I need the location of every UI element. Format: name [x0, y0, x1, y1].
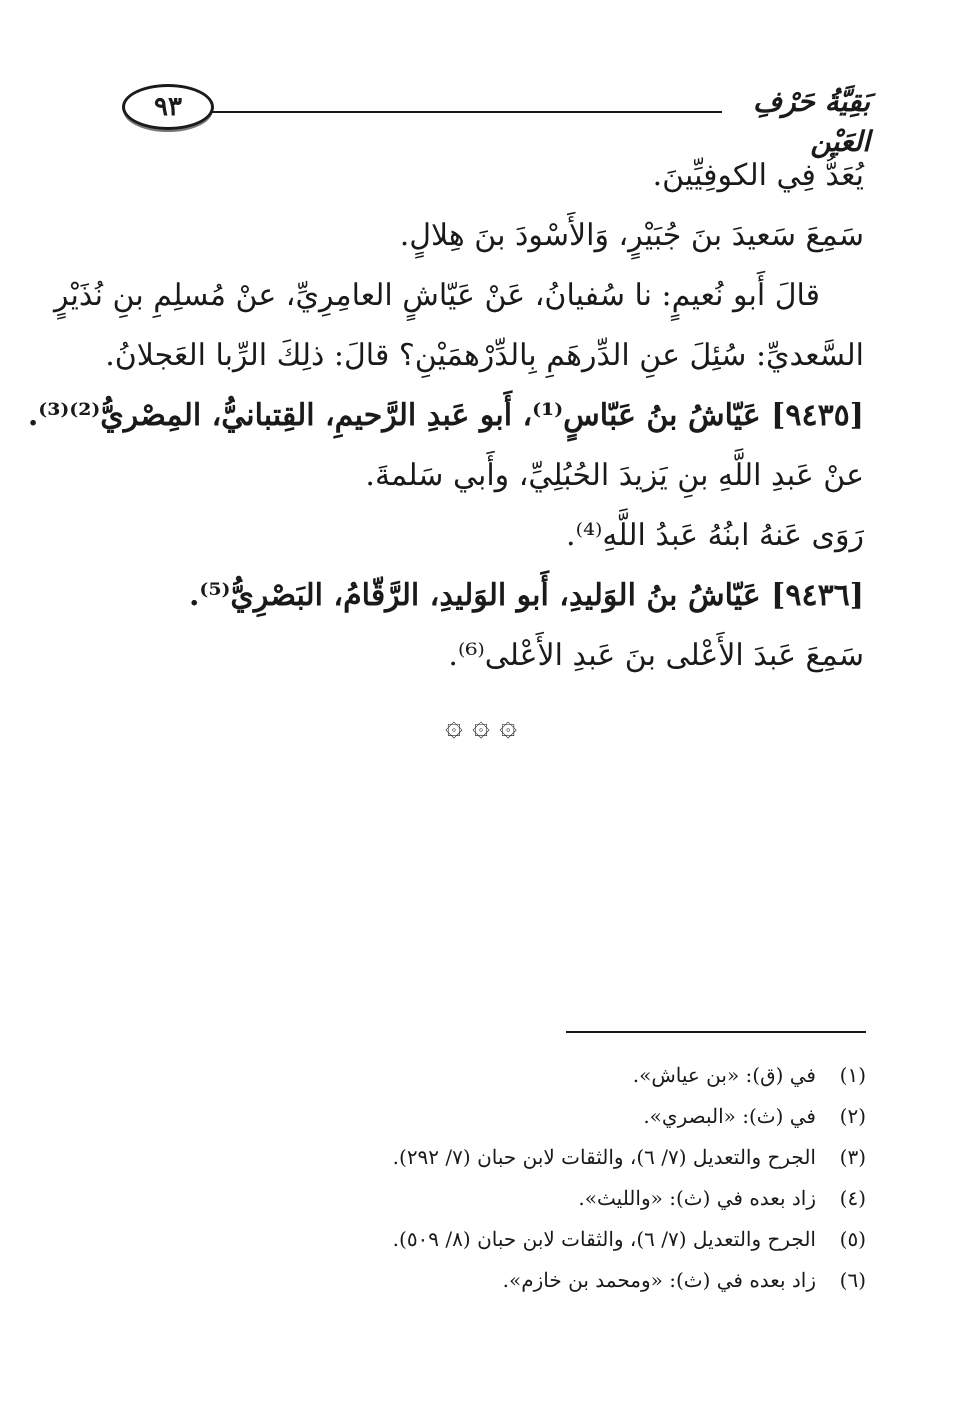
footnotes [166, 1055, 866, 1301]
header-rule [210, 111, 722, 113]
footnote [166, 1137, 866, 1178]
main-text [27, 146, 864, 686]
footnote-text: زاد بعده في (ث): «ومحمد بن خازم». [502, 1268, 816, 1292]
text-line: سَمِعَ سَعيدَ بنَ جُبَيْرٍ، وَالأَسْودَ بنَ هِلالٍ. [399, 218, 864, 253]
page-number: ٩٣ [122, 84, 214, 130]
footnote-text: الجرح والتعديل (٧/ ٦)، والثقات لابن حبان (٨/ ٥٠٩). [392, 1227, 816, 1251]
footnote [166, 1055, 866, 1096]
footnote-text: في (ق): «بن عياش». [632, 1063, 816, 1087]
text-line: عنْ عَبدِ اللَّهِ بنِ يَزيدَ الحُبُلِيِّ، وأَبي سَلمةَ. [365, 458, 864, 493]
text-line: يُعَدُّ فِي الكوفِيِّينَ. [652, 158, 864, 193]
footnote-number: (٥) [839, 1227, 866, 1251]
text-line: سَمِعَ عَبدَ الأَعْلى بنَ عَبدِ الأَعْلى⁽⁶⁾. [448, 638, 864, 673]
footnote-number: (١) [839, 1063, 866, 1087]
footnote-number: (٣) [839, 1145, 866, 1169]
entry-heading: [٩٤٣٥] عَيّاشُ بنُ عَبّاسٍ⁽¹⁾، أَبو عَبدِ الرَّحيمِ، القِتبانيُّ، المِصْريُّ⁽²⁾⁽³⁾. [27, 398, 864, 433]
ornament-separator: ۞ ۞ ۞ [445, 708, 517, 743]
entry-heading: [٩٤٣٦] عَيّاشُ بنُ الوَليدِ، أَبو الوَليدِ، الرَّقّامُ، البَصْرِيُّ⁽⁵⁾. [188, 578, 864, 613]
footnote-number: (٢) [839, 1104, 866, 1128]
footnote-number: (٤) [839, 1186, 866, 1210]
footnote-rule [566, 1031, 866, 1033]
text-line: قالَ أَبو نُعيمٍ: نا سُفيانُ، عَنْ عَيّاشٍ العامِرِيِّ، عنْ مُسلِمِ بنِ نُذَيْرٍ [54, 278, 820, 313]
footnote-number: (٦) [839, 1268, 866, 1292]
footnote [166, 1178, 866, 1219]
footnote [166, 1096, 866, 1137]
footnote-text: الجرح والتعديل (٧/ ٦)، والثقات لابن حبان (٧/ ٢٩٢). [392, 1145, 816, 1169]
footnote-text: زاد بعده في (ث): «والليث». [578, 1186, 816, 1210]
page-header [110, 82, 870, 158]
text-line: السَّعديِّ: سُئِلَ عنِ الدِّرهَمِ بِالدِّرْهمَيْنِ؟ قالَ: ذلِكَ الرِّبا العَجلانُ. [105, 338, 864, 373]
footnote [166, 1260, 866, 1301]
running-title: بَقِيَّةُ حَرْفِ العَيْن [753, 85, 870, 158]
footnote-text: في (ث): «البصري». [643, 1104, 816, 1128]
text-line: رَوَى عَنهُ ابنُهُ عَبدُ اللَّهِ⁽⁴⁾. [566, 518, 864, 553]
footnote [166, 1219, 866, 1260]
